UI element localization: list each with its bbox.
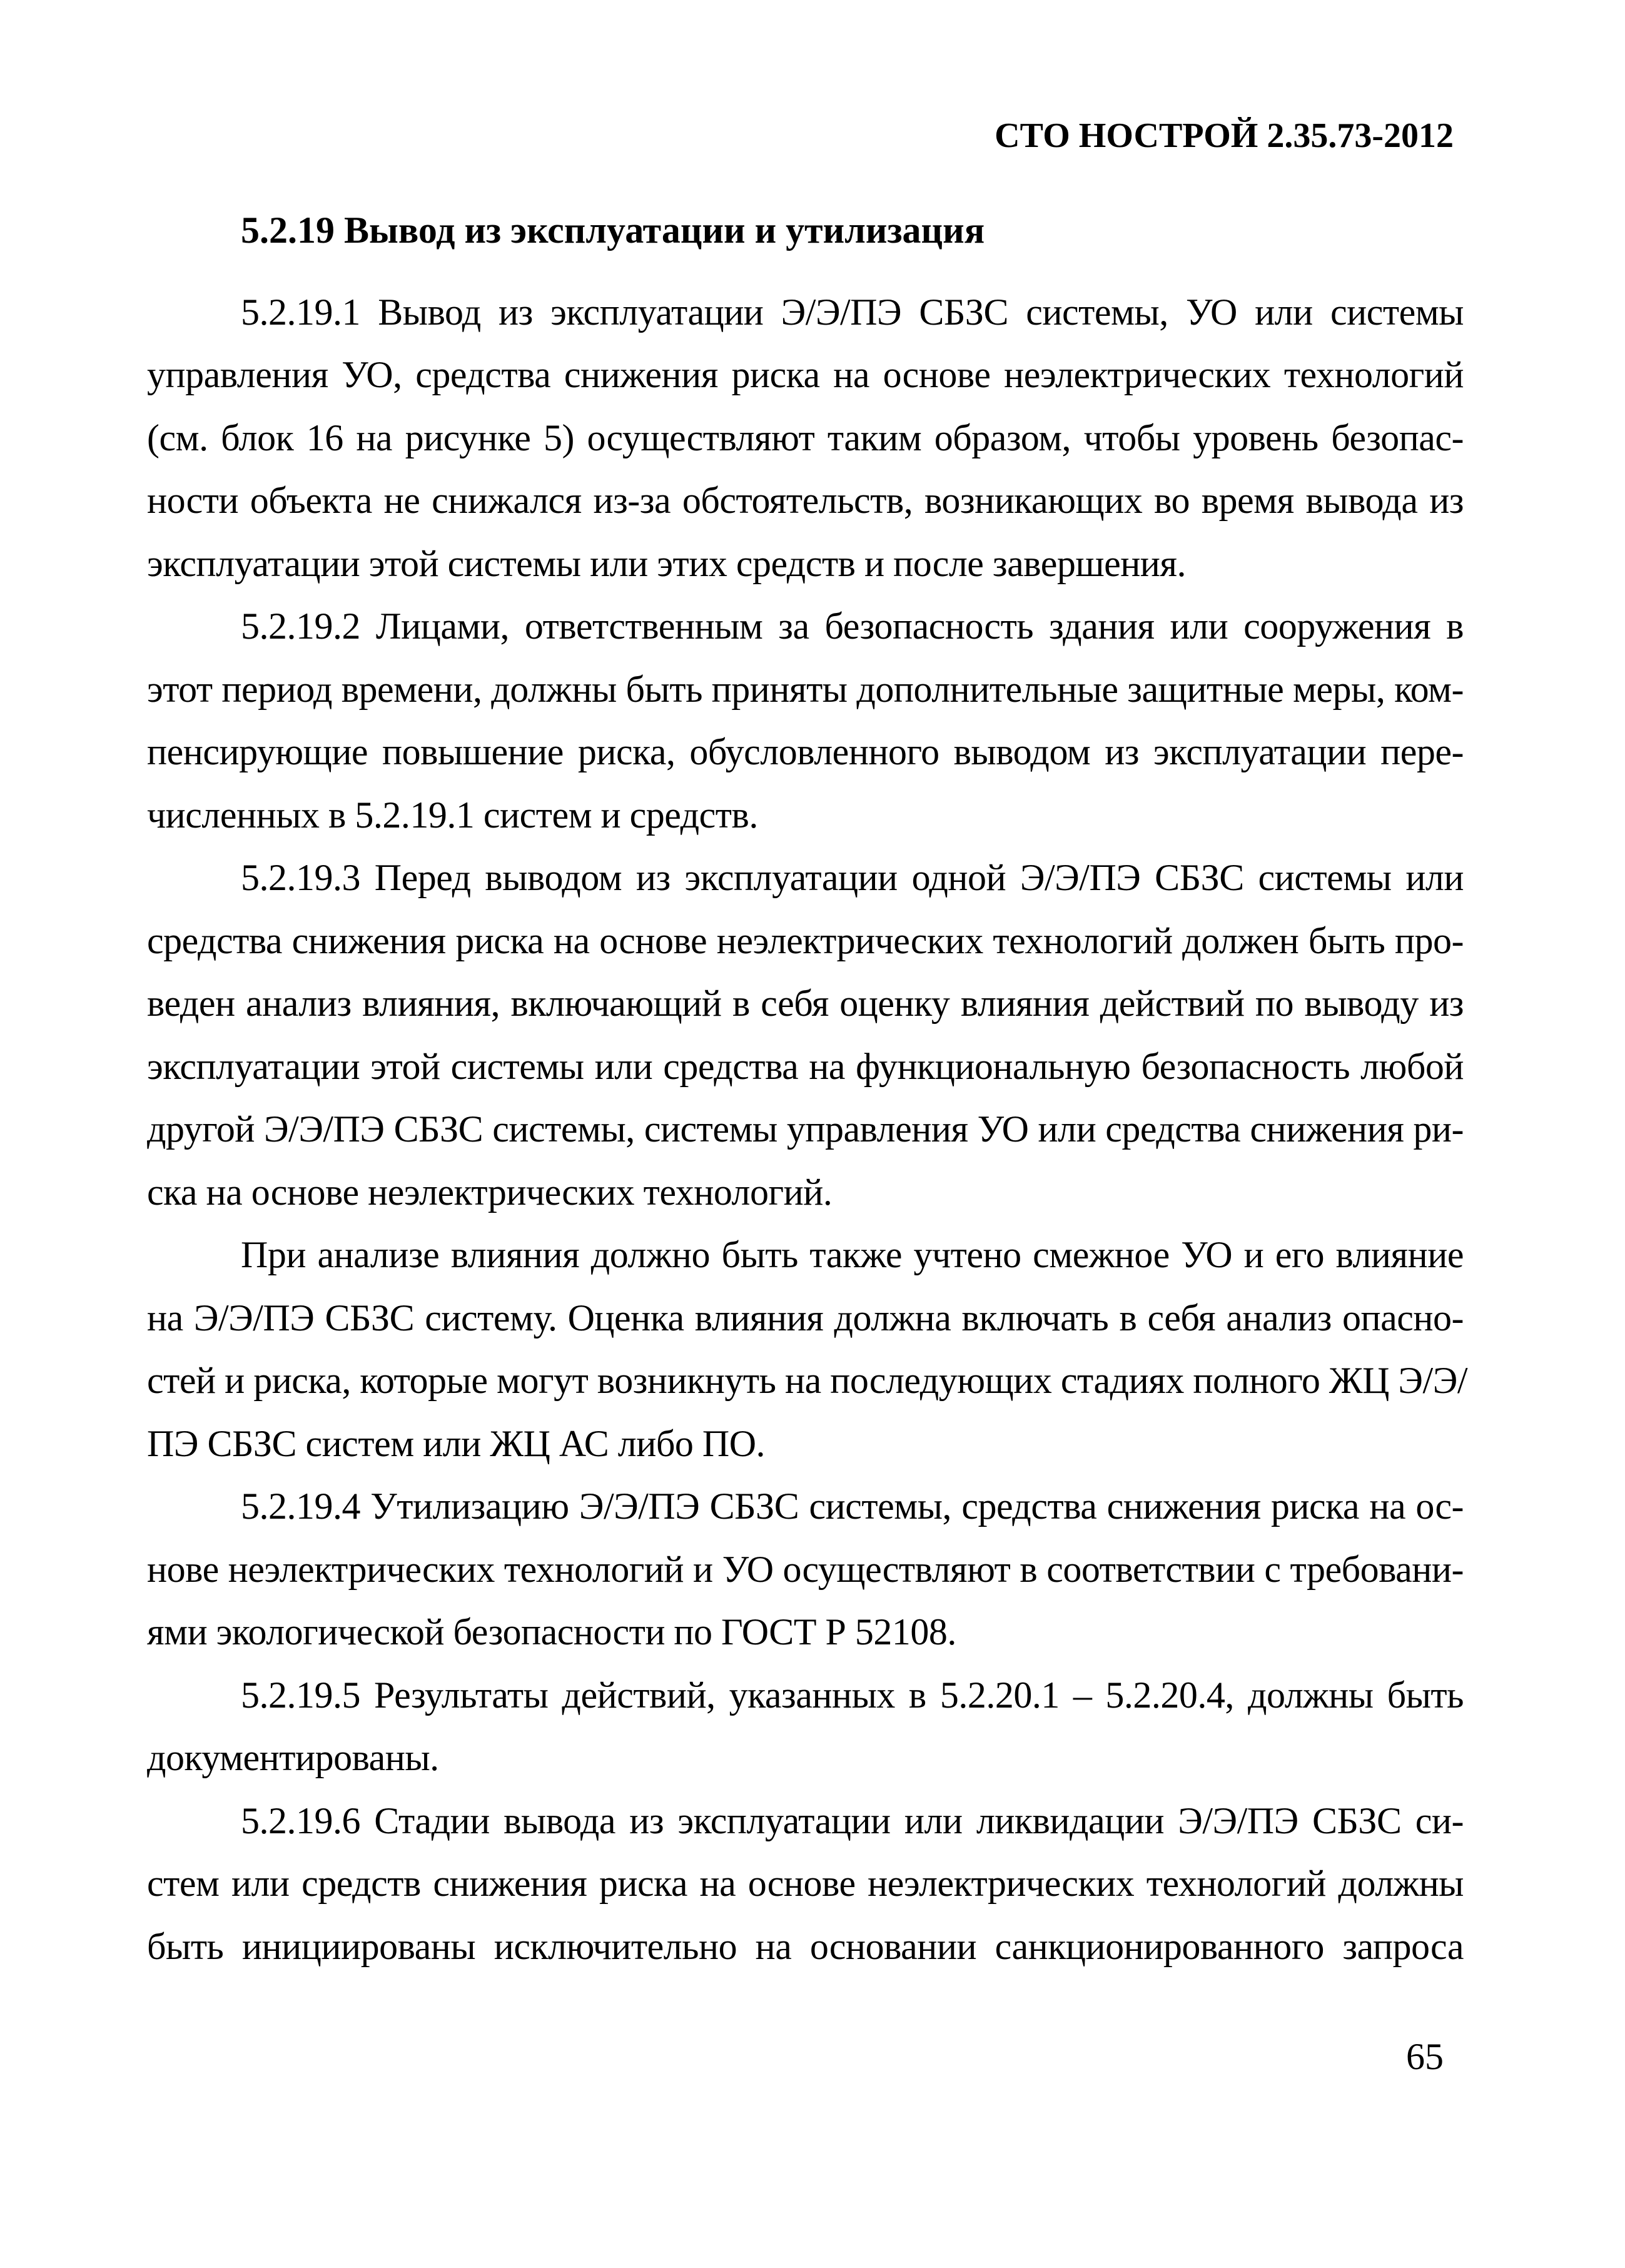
paragraph — [147, 846, 1464, 1223]
document-code-header: СТО НОСТРОЙ 2.35.73-2012 — [995, 116, 1454, 155]
section-heading: 5.2.19 Вывод из эксплуатации и утилизация — [241, 210, 985, 251]
text-line: управления УО, средства снижения риска на основе неэлектрических технологий — [147, 354, 1464, 395]
text-line: При анализе влияния должно быть также учтено смежное УО и его влияние — [241, 1234, 1464, 1275]
text-line: пенсирующие повышение риска, обусловленного выводом из эксплуатации пере- — [147, 731, 1464, 772]
text-line: 5.2.19.4 Утилизацию Э/Э/ПЭ СБЗС системы, средства снижения риска на ос- — [241, 1486, 1464, 1527]
paragraph — [147, 1475, 1464, 1664]
text-line: ска на основе неэлектрических технологий. — [147, 1171, 833, 1213]
paragraph — [147, 595, 1464, 846]
text-line: 5.2.19.1 Вывод из эксплуатации Э/Э/ПЭ СБЗС системы, УО или системы — [241, 291, 1464, 333]
document-body — [147, 199, 1467, 1978]
text-line: 5.2.19.2 Лицами, ответственным за безопасность здания или сооружения в — [241, 605, 1464, 647]
text-line: 5.2.19.3 Перед выводом из эксплуатации одной Э/Э/ПЭ СБЗС системы или — [241, 857, 1464, 898]
paragraph — [147, 1790, 1464, 1978]
text-line: на Э/Э/ПЭ СБЗС систему. Оценка влияния должна включать в себя анализ опасно- — [147, 1297, 1464, 1339]
text-line: стем или средств снижения риска на основе неэлектрических технологий должны — [147, 1863, 1464, 1904]
text-line: нове неэлектрических технологий и УО осуществляют в соответствии с требовани- — [147, 1548, 1464, 1590]
text-line: численных в 5.2.19.1 систем и средств. — [147, 794, 758, 836]
text-line: быть инициированы исключительно на основании санкционированного запроса — [147, 1925, 1464, 1967]
text-line: ПЭ СБЗС систем или ЖЦ АС либо ПО. — [147, 1422, 766, 1464]
text-line: другой Э/Э/ПЭ СБЗС системы, системы управления УО или средства снижения ри- — [147, 1108, 1464, 1150]
paragraph — [147, 1664, 1464, 1790]
text-line: эксплуатации этой системы или средства на функциональную безопасность любой — [147, 1045, 1464, 1087]
text-line: 5.2.19.6 Стадии вывода из эксплуатации или ликвидации Э/Э/ПЭ СБЗС си- — [241, 1800, 1464, 1841]
text-line: веден анализ влияния, включающий в себя оценку влияния действий по выводу из — [147, 983, 1464, 1024]
text-line: 5.2.19.5 Результаты действий, указанных в 5.2.20.1 – 5.2.20.4, должны быть — [241, 1674, 1464, 1716]
text-line: документированы. — [147, 1737, 439, 1778]
paragraphs-container — [147, 281, 1467, 1978]
text-line: ности объекта не снижался из-за обстоятельств, возникающих во время вывода из — [147, 480, 1464, 521]
page-number: 65 — [1406, 2036, 1444, 2077]
paragraph — [147, 281, 1464, 595]
text-line: стей и риска, которые могут возникнуть на последующих стадиях полного ЖЦ Э/Э/ — [147, 1360, 1467, 1401]
text-line: этот период времени, должны быть приняты дополнительные защитные меры, ком- — [147, 668, 1464, 710]
text-line: средства снижения риска на основе неэлектрических технологий должен быть про- — [147, 919, 1464, 961]
text-line: эксплуатации этой системы или этих средств и после завершения. — [147, 542, 1187, 584]
text-line: (см. блок 16 на рисунке 5) осуществляют таким образом, чтобы уровень безопас- — [147, 417, 1464, 458]
paragraph — [147, 1223, 1467, 1475]
text-line: ями экологической безопасности по ГОСТ Р 52108. — [147, 1611, 956, 1653]
